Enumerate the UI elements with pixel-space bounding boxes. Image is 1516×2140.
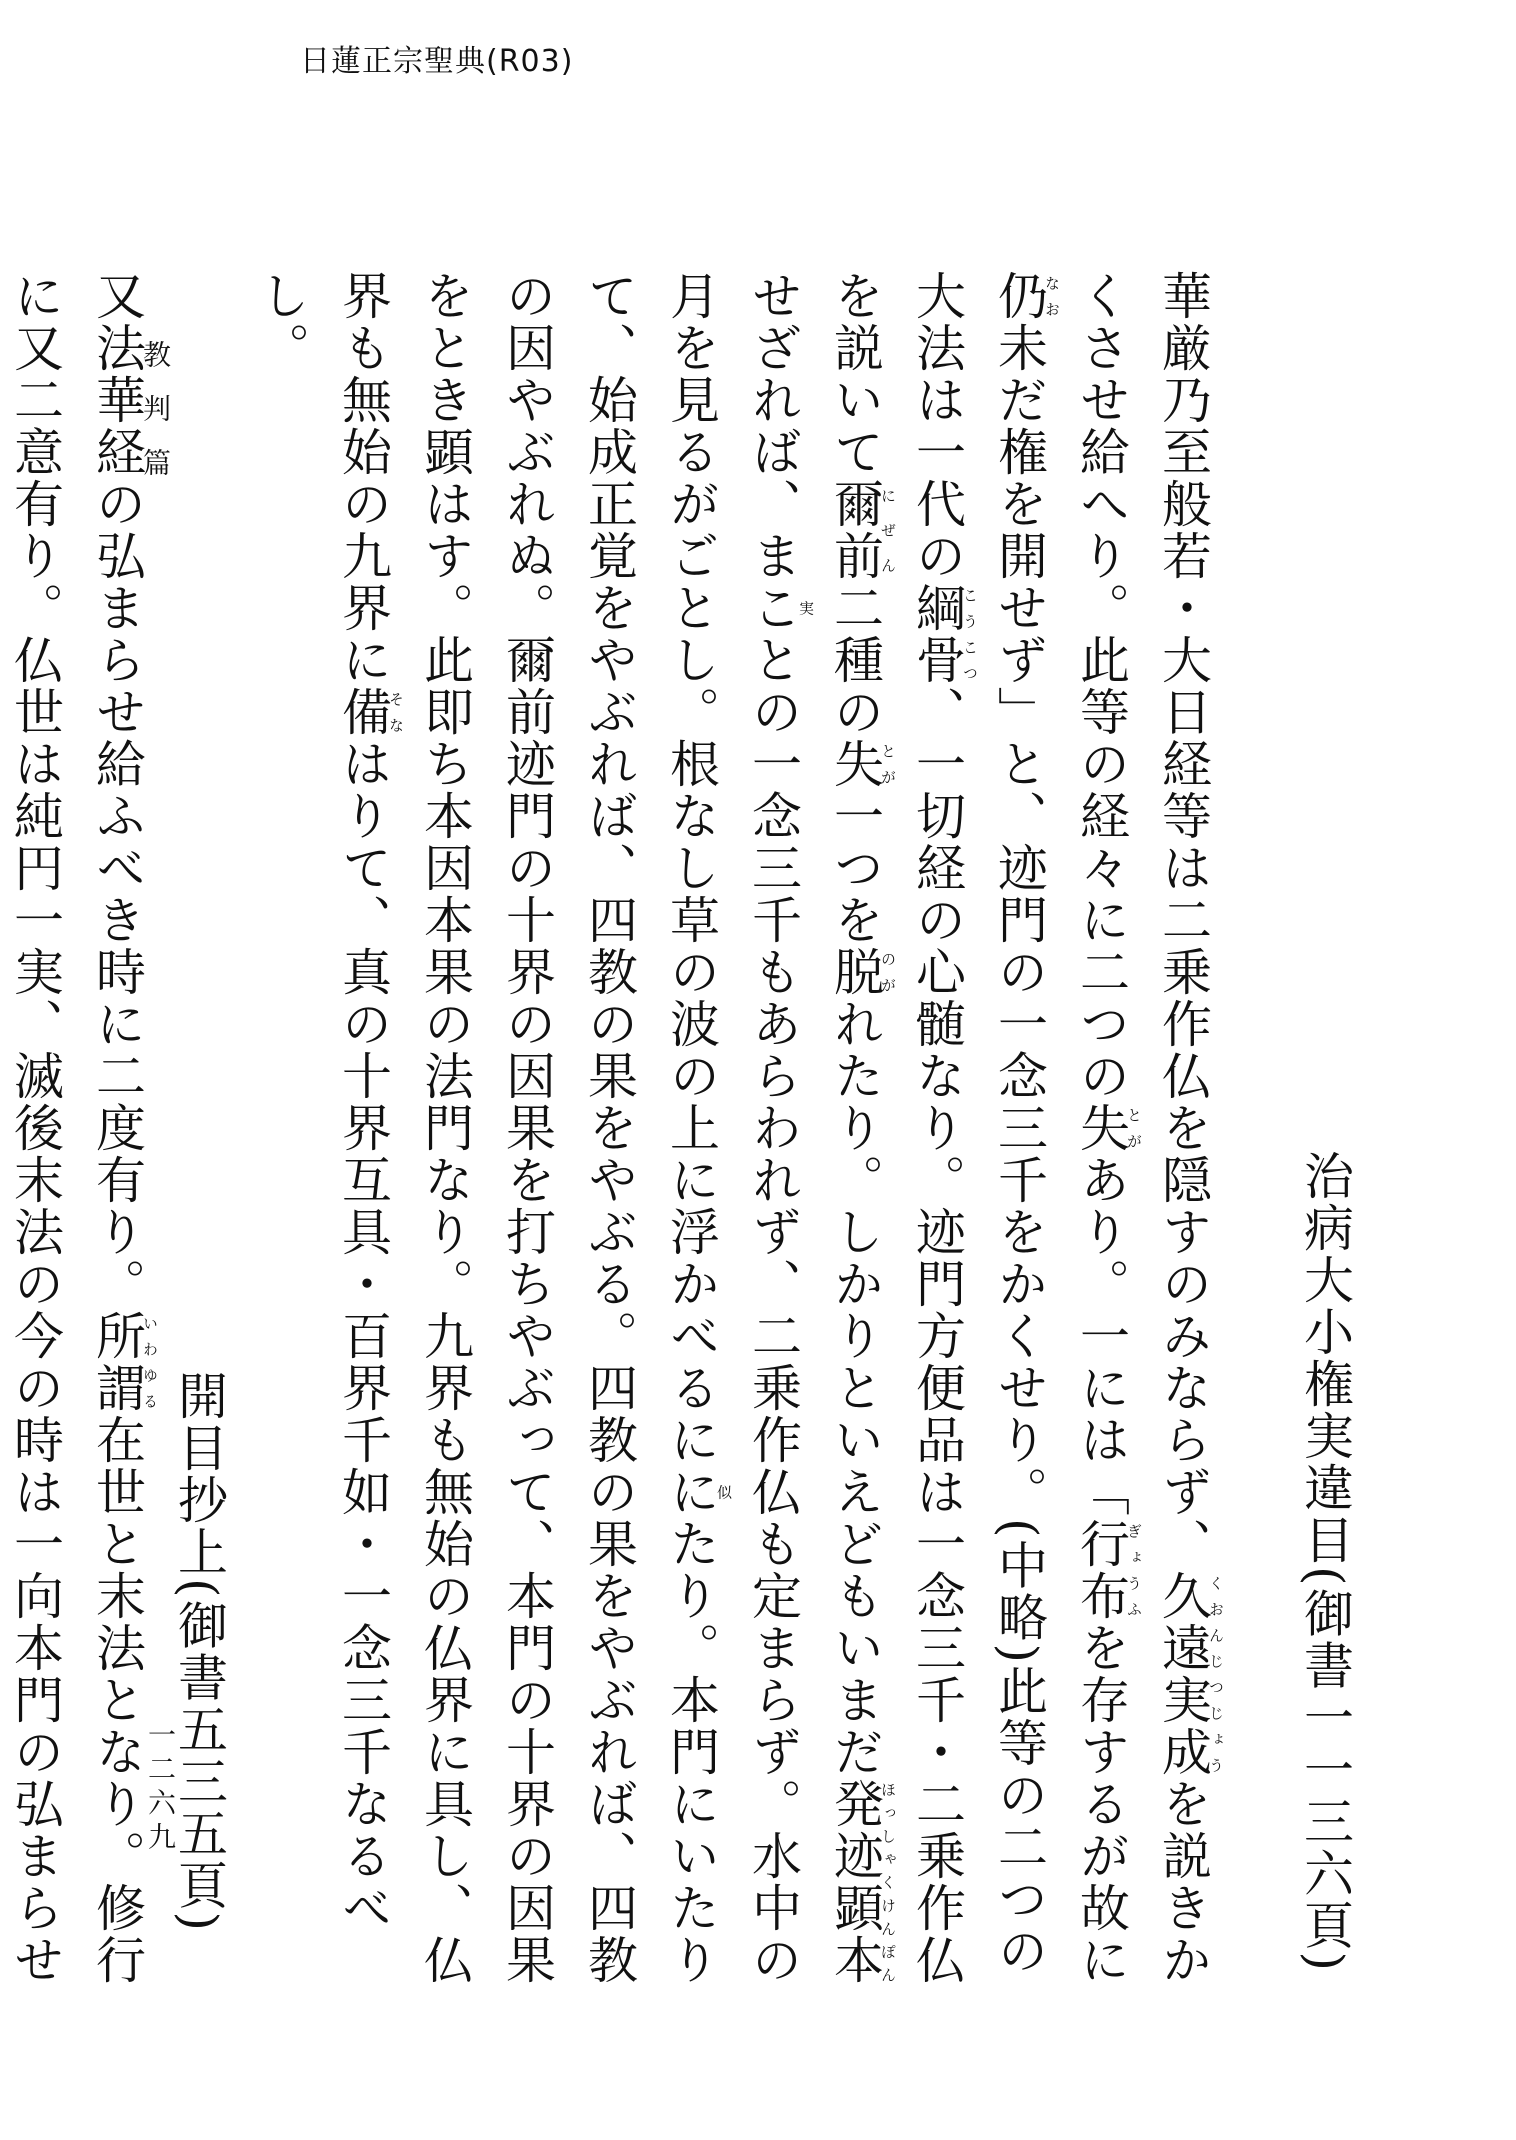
text-segment: はりて、真の十界互具・百界千如・一念三千なるべし。 (252, 270, 392, 1934)
ruby-gyoufu: 行布ぎょうふ (1072, 1518, 1143, 1622)
ruby-noga: 脱のが (826, 946, 897, 998)
text-segment: を説きかくさせ給へり。此等の経々に二つの (1072, 270, 1212, 1986)
ruby-nizen: 爾前にぜん (826, 478, 897, 582)
section-title: 治病大小権実違目(御書一一三六頁) (1296, 1150, 1354, 1974)
text-segment: 一つを (826, 790, 884, 946)
text-segment: 二種の (826, 582, 884, 738)
ruby-nitari: に似 (662, 1466, 733, 1518)
ruby-koukotsu: 綱骨こうこつ (908, 582, 979, 686)
paragraph-1 (240, 270, 1224, 2020)
book-title: 日蓮正宗聖典(R03) (300, 44, 574, 79)
ruby-toga: 失とが (1072, 1102, 1143, 1154)
text-segment: 未だ権を開せず」と、迹門の一念三千をかくせり。(中略)此等の二つの大法は一代の (908, 270, 1048, 1978)
section-label: 教判篇 (139, 340, 172, 502)
text-segment: の一念三千もあらわれず、二乗作仏も定まらず。水中の月を見るがごとし。根なし草の波の上に浮かべるに (662, 270, 802, 1986)
text-segment: 又法華経の弘まらせ給ふべき時に二度有り。 (88, 270, 146, 1310)
page-number: 一二六九 (144, 1720, 177, 1856)
main-text (0, 220, 1366, 2020)
text-segment: せざれば、 (744, 270, 802, 530)
ruby-sona: 備そな (334, 686, 405, 738)
text-segment: あり。一には「 (1072, 1154, 1130, 1518)
text-segment: 華厳乃至般若・大日経等は二乗作仏を隠すのみならず、 (1154, 270, 1212, 1570)
ruby-toga-2: 失とが (826, 738, 897, 790)
text-segment: 在世と末法となり。修行に又二意有り。仏世は純円一実、滅後末法の今の時は一向本門の弘まらせ (6, 270, 146, 1986)
ruby-hosshaku: 発迹顕本ほっしゃくけんぽん (826, 1778, 897, 1986)
ruby-nao: 仍なお (990, 270, 1061, 322)
paragraph-2 (0, 270, 158, 2020)
ruby-iwayuru: 所謂いわゆる (88, 1310, 159, 1414)
text-segment: れたり。しかりといえどもいまだ (826, 998, 884, 1778)
text-segment: たり。本門にいたりて、始成正覚をやぶれば、四教の果をやぶる。四教の果をやぶれば、四教の因やぶれぬ。爾前迹門の十界の因果を打ちやぶって、本門の十界の因果をとき顕はす。此即ち本因本果の法門なり。九界も無始の仏界に具し、仏界も無始の九界に (334, 270, 720, 1986)
ruby-makoto: まこと実 (744, 530, 815, 686)
blank-line (1224, 220, 1284, 2020)
text-segment: 、一切経の心髄なり。迹門方便品は一念三千・二乗作仏を説いて (826, 270, 966, 1986)
ruby-kuonjitsujou: 久遠実成くおんじつじょう (1154, 1570, 1225, 1778)
citation: 開目抄上(御書五三五頁) (170, 1370, 228, 1934)
text-segment: を存するが故に (1072, 1622, 1130, 1986)
